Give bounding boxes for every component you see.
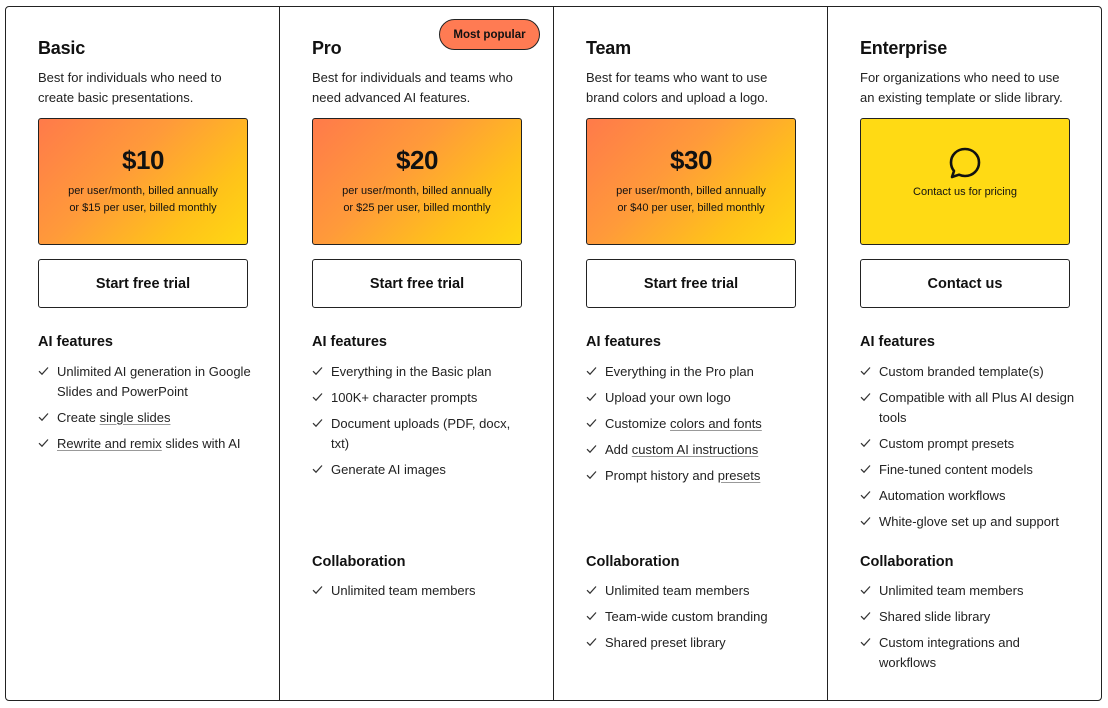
check-icon [860, 366, 871, 376]
contact-for-pricing-text: Contact us for pricing [913, 186, 1017, 198]
plan-card-enterprise [828, 7, 1101, 700]
feature-text: Upload your own logo [605, 390, 731, 405]
feature-link-rewrite-remix[interactable]: Rewrite and remix [57, 435, 162, 451]
feature-item [860, 486, 1075, 506]
feature-text: White-glove set up and support [879, 513, 1059, 529]
check-icon [860, 585, 871, 595]
check-icon [586, 585, 597, 595]
plan-description: Best for teams who want to use brand colors and upload a logo. [586, 70, 769, 105]
plan-name: Team [586, 38, 631, 58]
pricing-table [5, 6, 1102, 701]
plan-card-pro [280, 7, 554, 700]
feature-text: Custom prompt presets [879, 435, 1015, 451]
price-note [39, 183, 247, 216]
start-free-trial-button[interactable]: Start free trial [312, 259, 522, 308]
feature-item [38, 362, 253, 401]
feature-link-custom-ai-instructions[interactable]: custom AI instructions [631, 442, 759, 457]
feature-text: Create [57, 409, 100, 425]
check-icon [860, 637, 871, 647]
feature-item [312, 581, 527, 601]
price-note-annual: per user/month, billed annually [342, 185, 492, 197]
feature-link-colors-fonts[interactable]: colors and fonts [670, 416, 762, 431]
feature-text: Customize [605, 416, 671, 431]
plan-name: Pro [312, 38, 342, 58]
feature-item [586, 607, 801, 627]
ai-features-heading: AI features [586, 334, 661, 350]
check-icon [586, 444, 597, 454]
feature-item [312, 460, 527, 480]
collaboration-list [312, 581, 527, 607]
check-icon [312, 585, 323, 595]
feature-item [586, 414, 801, 434]
price-amount: $30 [670, 145, 712, 175]
price-box [586, 118, 796, 245]
collaboration-heading: Collaboration [860, 554, 954, 570]
check-icon [38, 438, 49, 448]
feature-item [860, 362, 1075, 382]
feature-text: Everything in the Pro plan [605, 364, 754, 379]
ai-features-list [38, 362, 253, 460]
feature-text: Fine-tuned content models [879, 461, 1033, 477]
feature-item [860, 607, 1075, 627]
feature-text: Shared slide library [879, 609, 991, 624]
check-icon [586, 637, 597, 647]
feature-item [860, 581, 1075, 601]
check-icon [860, 611, 871, 621]
feature-text: Add [605, 442, 632, 457]
feature-item [860, 460, 1075, 480]
plan-card-team [554, 7, 828, 700]
price-amount: $20 [396, 145, 438, 175]
price-note-monthly: or $40 per user, billed monthly [617, 201, 765, 214]
check-icon [38, 366, 49, 376]
plan-name: Enterprise [860, 38, 948, 58]
collaboration-heading: Collaboration [586, 554, 680, 570]
feature-item [38, 434, 253, 454]
feature-item [38, 408, 253, 428]
check-icon [38, 412, 49, 422]
feature-text: Compatible with all Plus AI design tools [879, 390, 1075, 425]
feature-item [586, 362, 801, 382]
feature-item [860, 512, 1075, 532]
feature-link-single-slides[interactable]: single slides [99, 409, 171, 425]
price-box [38, 118, 248, 245]
ai-features-heading: AI features [38, 334, 113, 350]
feature-text: Automation workflows [879, 487, 1006, 503]
feature-item [860, 388, 1075, 427]
feature-item [586, 466, 801, 486]
check-icon [860, 490, 871, 500]
price-note [313, 183, 521, 216]
feature-text: Document uploads (PDF, docx, txt) [331, 416, 511, 451]
feature-text: Shared preset library [605, 635, 726, 650]
collaboration-heading: Collaboration [312, 554, 406, 570]
check-icon [312, 366, 323, 376]
feature-item [860, 434, 1075, 454]
feature-text: Unlimited team members [879, 583, 1024, 598]
price-note-monthly: or $25 per user, billed monthly [343, 201, 491, 214]
price-amount: $10 [122, 145, 164, 175]
feature-text: Custom branded template(s) [879, 364, 1044, 379]
feature-text: 100K+ character prompts [331, 390, 478, 405]
ai-features-list [312, 362, 527, 486]
feature-item [586, 440, 801, 460]
check-icon [860, 464, 871, 474]
feature-item [860, 633, 1075, 672]
feature-text: Unlimited team members [605, 583, 750, 598]
feature-item [586, 581, 801, 601]
plan-name: Basic [38, 38, 86, 58]
plan-description: Best for individuals and teams who need advanced AI features. [312, 70, 513, 105]
check-icon [860, 392, 871, 402]
price-box [312, 118, 522, 245]
check-icon [586, 470, 597, 480]
check-icon [586, 418, 597, 428]
ai-features-list [586, 362, 801, 492]
check-icon [586, 611, 597, 621]
feature-text: Everything in the Basic plan [331, 364, 492, 379]
ai-features-list [860, 362, 1075, 538]
collaboration-list [860, 581, 1075, 679]
check-icon [312, 418, 323, 428]
feature-text: Unlimited team members [331, 583, 476, 598]
price-note [587, 183, 795, 216]
start-free-trial-button[interactable]: Start free trial [586, 259, 796, 308]
feature-link-presets[interactable]: presets [717, 468, 761, 483]
feature-item [312, 414, 527, 453]
feature-text: Custom integrations and workflows [879, 635, 1020, 670]
feature-text: Prompt history and [605, 468, 718, 483]
contact-us-button[interactable]: Contact us [860, 259, 1070, 308]
check-icon [860, 516, 871, 526]
price-box [860, 118, 1070, 245]
feature-item [312, 388, 527, 408]
chat-bubble-icon [948, 146, 982, 180]
check-icon [586, 392, 597, 402]
feature-item [586, 633, 801, 653]
plan-description: Best for individuals who need to create basic presentations. [38, 70, 222, 105]
collaboration-list [586, 581, 801, 659]
feature-text: Generate AI images [331, 461, 446, 477]
price-note-annual: per user/month, billed annually [616, 185, 766, 197]
feature-text: Unlimited AI generation in Google Slides and PowerPoint [57, 364, 251, 399]
check-icon [312, 464, 323, 474]
start-free-trial-button[interactable]: Start free trial [38, 259, 248, 308]
check-icon [586, 366, 597, 376]
price-note-monthly: or $15 per user, billed monthly [69, 201, 217, 214]
ai-features-heading: AI features [860, 334, 935, 350]
feature-text: Team-wide custom branding [605, 609, 768, 624]
feature-text: slides with AI [161, 435, 241, 451]
check-icon [312, 392, 323, 402]
ai-features-heading: AI features [312, 334, 387, 350]
check-icon [860, 438, 871, 448]
plan-card-basic [6, 7, 280, 700]
price-note-annual: per user/month, billed annually [68, 185, 218, 197]
feature-item [312, 362, 527, 382]
plan-description: For organizations who need to use an existing template or slide library. [860, 70, 1063, 105]
most-popular-badge: Most popular [439, 19, 540, 50]
feature-item [586, 388, 801, 408]
